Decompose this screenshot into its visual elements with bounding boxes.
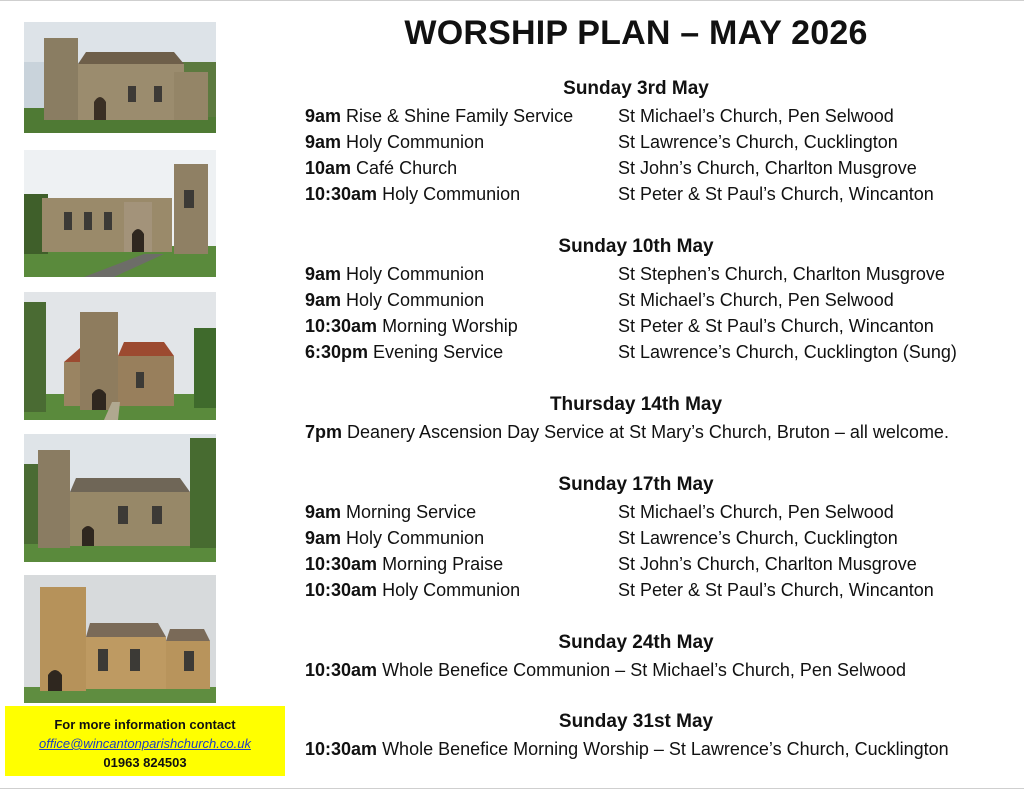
service-location: St Michael’s Church, Pen Selwood (618, 106, 894, 126)
service-row (305, 552, 503, 576)
service-location: St Peter & St Paul’s Church, Wincanton (618, 580, 934, 600)
service-time: 9am (305, 502, 342, 522)
service-name: Holy Communion (341, 264, 485, 284)
service-row (305, 104, 573, 128)
service-row (305, 500, 476, 524)
top-divider (0, 0, 1024, 6)
service-location: St Peter & St Paul’s Church, Wincanton (618, 184, 934, 204)
service-name: Holy Communion (377, 580, 521, 600)
church-photo-2 (24, 150, 216, 277)
contact-heading: For more information contact (54, 717, 236, 732)
service-row (305, 156, 457, 180)
service-time: 10:30am (305, 660, 378, 680)
service-row (305, 340, 503, 364)
contact-email-link[interactable]: office@wincantonparishchurch.co.uk (39, 736, 251, 751)
service-name: Deanery Ascension Day Service at St Mary’s Church, Bruton – all welcome. (342, 422, 949, 442)
service-name: Holy Communion (341, 290, 485, 310)
service-name: Holy Communion (341, 132, 485, 152)
service-time: 10:30am (305, 184, 378, 204)
bottom-divider (0, 783, 1024, 789)
contact-info-box (5, 706, 285, 776)
service-row (305, 262, 484, 286)
church-photo-5 (24, 575, 216, 703)
service-name: Evening Service (368, 342, 504, 362)
service-name: Whole Benefice Morning Worship – St Lawrence’s Church, Cucklington (377, 739, 949, 759)
service-time: 10:30am (305, 554, 378, 574)
service-name: Café Church (351, 158, 458, 178)
day-heading: Sunday 24th May (558, 632, 714, 653)
day-heading: Sunday 3rd May (563, 78, 709, 99)
service-location: St Lawrence’s Church, Cucklington (618, 528, 898, 548)
service-name: Whole Benefice Communion – St Michael’s Church, Pen Selwood (377, 660, 906, 680)
church-photo-1 (24, 22, 216, 133)
service-row (305, 737, 949, 761)
service-location: St John’s Church, Charlton Musgrove (618, 554, 917, 574)
service-name: Morning Service (341, 502, 477, 522)
service-time: 10:30am (305, 739, 378, 759)
page-title: WORSHIP PLAN – MAY 2026 (404, 14, 868, 52)
service-time: 9am (305, 528, 342, 548)
service-time: 9am (305, 132, 342, 152)
service-row (305, 130, 484, 154)
service-name: Morning Worship (377, 316, 518, 336)
service-row (305, 288, 484, 312)
service-name: Rise & Shine Family Service (341, 106, 574, 126)
service-time: 6:30pm (305, 342, 369, 362)
service-location: St John’s Church, Charlton Musgrove (618, 158, 917, 178)
service-name: Holy Communion (341, 528, 485, 548)
service-time: 10:30am (305, 316, 378, 336)
service-row (305, 658, 906, 682)
service-name: Morning Praise (377, 554, 504, 574)
service-time: 10:30am (305, 580, 378, 600)
service-time: 9am (305, 106, 342, 126)
church-photo-4 (24, 434, 216, 562)
service-row (305, 526, 484, 550)
service-row (305, 578, 520, 602)
service-location: St Stephen’s Church, Charlton Musgrove (618, 264, 945, 284)
service-location: St Michael’s Church, Pen Selwood (618, 502, 894, 522)
service-row (305, 314, 518, 338)
service-name: Holy Communion (377, 184, 521, 204)
service-location: St Michael’s Church, Pen Selwood (618, 290, 894, 310)
service-row (305, 420, 949, 444)
service-location: St Lawrence’s Church, Cucklington (Sung) (618, 342, 957, 362)
service-time: 10am (305, 158, 352, 178)
day-heading: Sunday 10th May (558, 236, 714, 257)
service-time: 7pm (305, 422, 343, 442)
service-location: St Peter & St Paul’s Church, Wincanton (618, 316, 934, 336)
day-heading: Thursday 14th May (549, 394, 723, 415)
service-time: 9am (305, 290, 342, 310)
day-heading: Sunday 17th May (558, 474, 714, 495)
service-location: St Lawrence’s Church, Cucklington (618, 132, 898, 152)
service-row (305, 182, 520, 206)
church-photo-3 (24, 292, 216, 420)
contact-phone: 01963 824503 (103, 755, 187, 770)
day-heading: Sunday 31st May (558, 711, 714, 732)
service-time: 9am (305, 264, 342, 284)
